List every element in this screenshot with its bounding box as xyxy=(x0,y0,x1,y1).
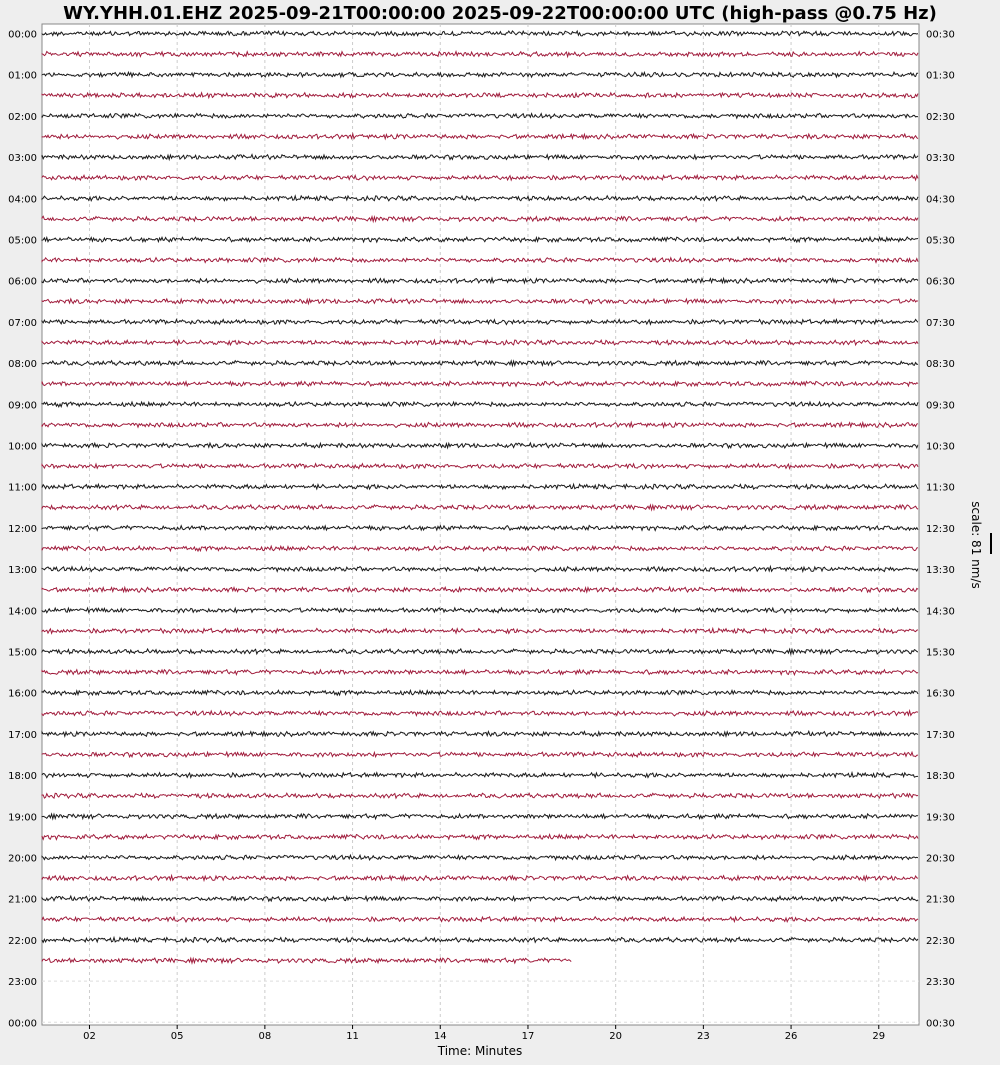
right-hour-label: 02:30 xyxy=(926,111,955,123)
right-hour-label: 13:30 xyxy=(926,565,955,577)
plot-area xyxy=(42,24,919,1025)
right-hour-label: 19:30 xyxy=(926,812,955,824)
right-hour-label: 05:30 xyxy=(926,235,955,247)
right-hour-label: 16:30 xyxy=(926,688,955,700)
left-hour-label: 09:00 xyxy=(8,400,37,412)
right-hour-label: 11:30 xyxy=(926,482,955,494)
x-tick-label: 20 xyxy=(609,1031,623,1042)
left-hour-label: 14:00 xyxy=(8,606,37,618)
x-tick-label: 29 xyxy=(872,1031,886,1042)
left-hour-label: 15:00 xyxy=(8,647,37,659)
right-hour-label: 03:30 xyxy=(926,153,955,165)
left-hour-label: 04:00 xyxy=(8,194,37,206)
left-hour-label: 11:00 xyxy=(8,482,37,494)
left-hour-label: 01:00 xyxy=(8,70,37,82)
chart-title: WY.YHH.01.EHZ 2025-09-21T00:00:00 2025-09-22T00:00:00 UTC (high-pass @0.75 Hz) xyxy=(63,3,937,24)
right-hour-labels xyxy=(926,30,955,1030)
right-hour-label: 21:30 xyxy=(926,894,955,906)
left-hour-label: 23:00 xyxy=(8,977,37,989)
left-hour-label: 00:00 xyxy=(8,29,37,41)
left-hour-label: 22:00 xyxy=(8,935,37,947)
right-hour-label: 09:30 xyxy=(926,400,955,412)
x-tick-label: 02 xyxy=(83,1031,96,1042)
x-tick-label: 05 xyxy=(170,1031,184,1042)
right-hour-label: 00:30 xyxy=(926,29,955,41)
left-hour-label: 21:00 xyxy=(8,894,37,906)
right-hour-label: 00:30 xyxy=(926,1018,955,1030)
left-hour-label: 19:00 xyxy=(8,812,37,824)
right-hour-label: 12:30 xyxy=(926,523,955,535)
right-hour-label: 15:30 xyxy=(926,647,955,659)
right-hour-label: 18:30 xyxy=(926,771,955,783)
x-tick-label: 08 xyxy=(258,1031,272,1042)
left-hour-label: 05:00 xyxy=(8,235,37,247)
left-hour-label: 18:00 xyxy=(8,771,37,783)
right-hour-label: 10:30 xyxy=(926,441,955,453)
right-hour-label: 23:30 xyxy=(926,977,955,989)
right-hour-label: 08:30 xyxy=(926,359,955,371)
left-hour-label: 00:00 xyxy=(8,1018,37,1030)
x-tick-labels xyxy=(83,1031,885,1042)
left-hour-label: 12:00 xyxy=(8,523,37,535)
x-tick-label: 23 xyxy=(696,1031,710,1042)
left-hour-label: 06:00 xyxy=(8,276,37,288)
left-hour-label: 03:00 xyxy=(8,153,37,165)
right-hour-label: 06:30 xyxy=(926,276,955,288)
left-hour-label: 20:00 xyxy=(8,853,37,865)
x-tick-label: 11 xyxy=(346,1031,359,1042)
left-hour-label: 16:00 xyxy=(8,688,37,700)
left-hour-label: 02:00 xyxy=(8,111,37,123)
x-tick-label: 17 xyxy=(521,1031,535,1042)
right-hour-label: 04:30 xyxy=(926,194,955,206)
x-tick-label: 26 xyxy=(784,1031,798,1042)
right-hour-label: 22:30 xyxy=(926,935,955,947)
right-hour-label: 07:30 xyxy=(926,317,955,329)
right-hour-label: 01:30 xyxy=(926,70,955,82)
scale-label: scale: 81 nm/s xyxy=(969,501,983,589)
left-hour-label: 08:00 xyxy=(8,359,37,371)
left-hour-labels xyxy=(8,30,37,1030)
right-hour-label: 17:30 xyxy=(926,729,955,741)
right-hour-label: 20:30 xyxy=(926,853,955,865)
x-axis-label: Time: Minutes xyxy=(437,1044,523,1058)
left-hour-label: 17:00 xyxy=(8,729,37,741)
left-hour-label: 10:00 xyxy=(8,441,37,453)
right-hour-label: 14:30 xyxy=(926,606,955,618)
left-hour-label: 13:00 xyxy=(8,565,37,577)
x-tick-label: 14 xyxy=(433,1031,447,1042)
left-hour-label: 07:00 xyxy=(8,317,37,329)
